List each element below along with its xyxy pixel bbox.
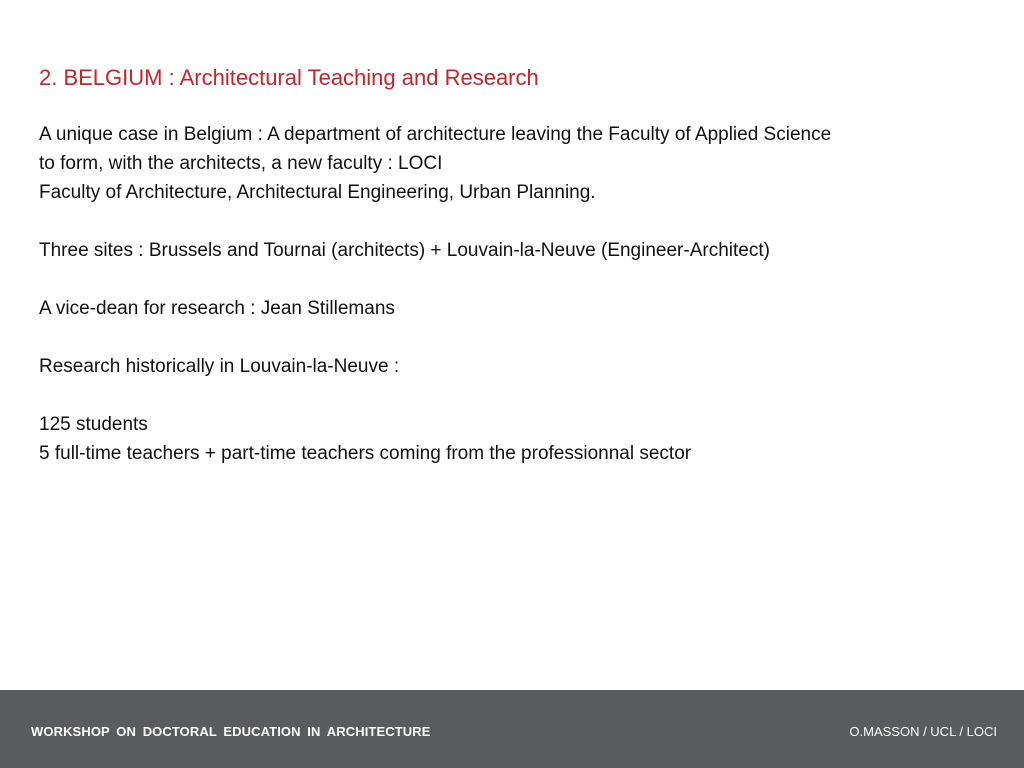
text-line: to form, with the architects, a new faculty : LOCI bbox=[39, 153, 443, 174]
slide-content bbox=[39, 62, 989, 497]
footer-author: O.MASSON / UCL / LOCI bbox=[849, 724, 997, 739]
text-line: 125 students bbox=[39, 414, 148, 435]
text-line: Three sites : Brussels and Tournai (architects) + Louvain-la-Neuve (Engineer-Architect) bbox=[39, 240, 770, 261]
paragraph-vice-dean bbox=[39, 294, 989, 323]
text-line: 5 full-time teachers + part-time teachers coming from the professionnal sector bbox=[39, 443, 692, 464]
text-line: Faculty of Architecture, Architectural Engineering, Urban Planning. bbox=[39, 182, 596, 203]
paragraph-sites bbox=[39, 236, 989, 265]
text-line: Research historically in Louvain-la-Neuve : bbox=[39, 356, 400, 377]
text-line: A unique case in Belgium : A department of architecture leaving the Faculty of Applied Science bbox=[39, 124, 832, 145]
footer-bar bbox=[0, 690, 1024, 768]
paragraph-loci bbox=[39, 120, 989, 207]
footer-workshop-title: WORKSHOP ON DOCTORAL EDUCATION IN ARCHITECTURE bbox=[31, 724, 431, 739]
slide-title: 2. BELGIUM : Architectural Teaching and Research bbox=[39, 65, 539, 90]
text-line: A vice-dean for research : Jean Stillemans bbox=[39, 298, 395, 319]
paragraph-research bbox=[39, 352, 989, 381]
paragraph-students bbox=[39, 410, 989, 468]
